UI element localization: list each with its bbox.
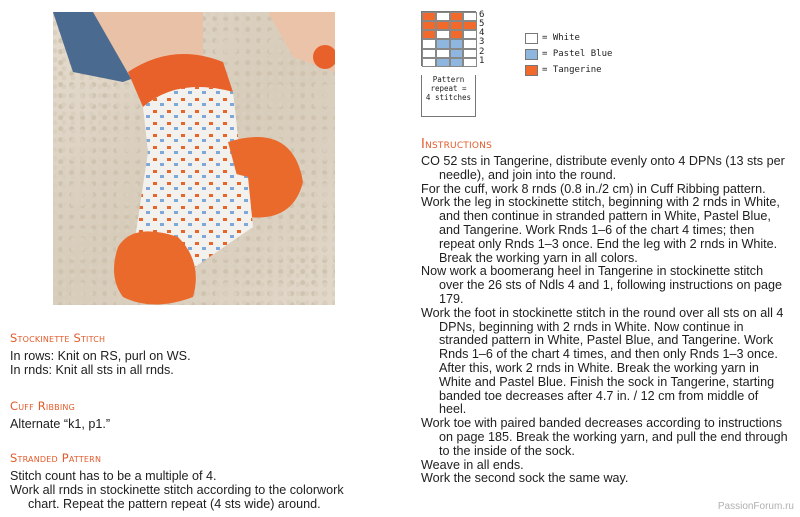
chart-row-number: 2	[479, 46, 485, 57]
legend-label: = Pastel Blue	[542, 49, 613, 59]
repeat-line: Pattern	[432, 75, 465, 84]
stranded-pattern-heading: Stranded Pattern	[10, 451, 102, 465]
chart-cell-tangerine	[450, 21, 464, 30]
chart-row-number: 6	[479, 10, 485, 20]
chart-row-number: 1	[479, 55, 485, 66]
instruction-paragraph: Now work a boomerang heel in Tangerine in stockinette stitch over the 26 sts of Ndls 4 and 1, following instructions on page 179.	[421, 264, 783, 306]
instruction-paragraph: Weave in all ends.	[421, 457, 524, 472]
chart-row-number: 3	[479, 37, 485, 48]
chart-cell-blue	[450, 58, 464, 67]
instruction-paragraph: CO 52 sts in Tangerine, distribute evenly onto 4 DPNs (13 sts per needle), and join into the round.	[421, 154, 785, 182]
chart-row-number: 4	[479, 28, 485, 39]
pastel-blue-swatch	[525, 49, 538, 60]
legend-item-tangerine	[525, 62, 612, 78]
chart-cell-tangerine	[422, 12, 436, 21]
stockinette-heading: Stockinette Stitch	[10, 331, 106, 345]
chart-cell-blue	[436, 58, 450, 67]
stockinette-text	[10, 350, 340, 378]
cuff-ribbing-text	[10, 418, 340, 432]
chart-cell-white	[463, 49, 477, 58]
instruction-paragraph: For the cuff, work 8 rnds (0.8 in./2 cm) in Cuff Ribbing pattern.	[421, 181, 766, 196]
instructions-heading: Instructions	[421, 137, 492, 152]
chart-grid	[421, 11, 476, 66]
chart-legend	[525, 30, 612, 78]
chart-cell-tangerine	[450, 30, 464, 39]
chart-cell-white	[463, 12, 477, 21]
chart-cell-tangerine	[450, 12, 464, 21]
chart-cell-blue	[436, 39, 450, 48]
legend-label: = Tangerine	[542, 65, 602, 75]
chart-cell-tangerine	[463, 21, 477, 30]
chart-cell-white	[463, 30, 477, 39]
chart-row-numbers	[479, 11, 489, 66]
chart-cell-white	[436, 12, 450, 21]
sock-photo	[53, 12, 335, 305]
legend-label: = White	[542, 33, 580, 43]
tangerine-swatch	[525, 65, 538, 76]
instructions-text	[421, 155, 789, 486]
chart-cell-blue	[450, 49, 464, 58]
text-line: In rnds: Knit all sts in all rnds.	[10, 362, 174, 377]
white-swatch	[525, 33, 538, 44]
legend-item-pastel-blue	[525, 46, 612, 62]
chart-row-number: 5	[479, 19, 485, 30]
knitted-baby-sock-photo	[53, 12, 335, 305]
chart-cell-tangerine	[422, 21, 436, 30]
chart-cell-tangerine	[422, 30, 436, 39]
cuff-ribbing-heading: Cuff Ribbing	[10, 399, 76, 413]
pattern-repeat-label	[421, 75, 476, 117]
text-line: Work all rnds in stockinette stitch according to the colorwork chart. Repeat the pattern repeat (4 sts wide) around.	[10, 482, 344, 511]
legend-item-white	[525, 30, 612, 46]
chart-cell-tangerine	[436, 21, 450, 30]
chart-cell-white	[436, 49, 450, 58]
chart-cell-blue	[450, 39, 464, 48]
repeat-line: repeat =	[430, 84, 467, 93]
chart-cell-white	[422, 49, 436, 58]
chart-cell-white	[463, 58, 477, 67]
text-line: In rows: Knit on RS, purl on WS.	[10, 349, 191, 363]
chart-cell-white	[422, 39, 436, 48]
repeat-line: 4 stitches	[425, 93, 472, 102]
instruction-paragraph: Work the second sock the same way.	[421, 471, 629, 486]
instruction-paragraph: Work the foot in stockinette stitch in the round over all sts on all 4 DPNs, beginning with 2 rnds in White. Now continue in stranded pattern in White, Pastel Blue, and Tangerine. Work Rnds 1–6 of the chart 4 times, and then only Rnds 1–3 once. After this, work 2 rnds in White. Break the working yarn in White and Pastel Blue. Finish the sock in Tangerine, starting banded toe decreases after 4.7 in. / 12 cm from middle of heel.	[421, 305, 784, 417]
chart-cell-white	[463, 39, 477, 48]
text-line: Alternate “k1, p1.”	[10, 417, 111, 431]
instruction-paragraph: Work toe with paired banded decreases according to instructions on page 185. Break the working yarn, and pull the end through to the inside of the sock.	[421, 416, 788, 458]
text-line: Stitch count has to be a multiple of 4.	[10, 469, 217, 483]
watermark: PassionForum.ru	[717, 501, 794, 512]
instruction-paragraph: Work the leg in stockinette stitch, beginning with 2 rnds in White, and then continue in stranded pattern in White, Pastel Blue, and Tangerine. Work Rnds 1–6 of the chart 4 times; then repeat only Rnds 1–3 once. End the leg with 2 rnds in White. Break the working yarn in all colors.	[421, 195, 780, 265]
chart-cell-white	[422, 58, 436, 67]
stranded-pattern-text	[10, 470, 370, 511]
chart-cell-white	[436, 30, 450, 39]
